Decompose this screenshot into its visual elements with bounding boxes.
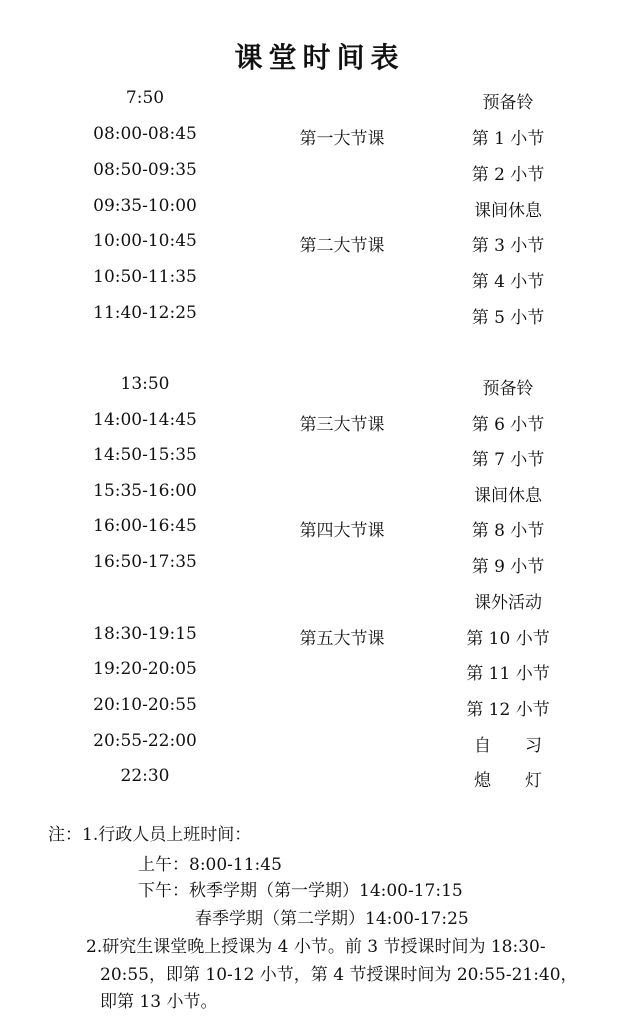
schedule-row	[0, 695, 639, 725]
period-cell: 课外活动	[474, 593, 542, 613]
schedule-row	[0, 766, 639, 796]
period-cell: 第 11 小节	[466, 664, 550, 684]
time-cell: 22:30	[120, 766, 170, 786]
page-title: 课堂时间表	[234, 41, 405, 74]
schedule-row	[0, 124, 639, 154]
schedule-row	[0, 624, 639, 654]
note-line-1: 注：1.行政人员上班时间：	[48, 825, 252, 845]
session-cell: 第四大节课	[299, 521, 385, 541]
session-cell: 第二大节课	[299, 236, 385, 256]
schedule-row	[0, 374, 639, 404]
schedule-row	[0, 267, 639, 297]
time-cell: 08:50-09:35	[93, 160, 197, 180]
period-cell: 第 10 小节	[466, 629, 550, 649]
time-cell: 18:30-19:15	[93, 624, 197, 644]
schedule-row	[0, 731, 639, 761]
time-cell: 09:35-10:00	[93, 196, 197, 216]
schedule-row	[0, 516, 639, 546]
period-cell: 第 2 小节	[471, 165, 545, 185]
schedule-row	[0, 410, 639, 440]
schedule-row	[0, 88, 639, 118]
schedule-row	[0, 231, 639, 261]
schedule-row	[0, 552, 639, 582]
time-cell: 10:50-11:35	[93, 267, 197, 287]
schedule-row	[0, 160, 639, 190]
period-cell: 第 8 小节	[471, 521, 545, 541]
period-cell: 自 习	[474, 736, 542, 756]
schedule-row	[0, 445, 639, 475]
note-line-7: 即第 13 小节。	[100, 992, 218, 1012]
period-cell: 第 12 小节	[466, 700, 550, 720]
period-cell: 第 5 小节	[471, 308, 545, 328]
session-cell: 第一大节课	[299, 129, 385, 149]
schedule-row	[0, 481, 639, 511]
time-cell: 16:00-16:45	[93, 516, 197, 536]
time-cell: 14:50-15:35	[93, 445, 197, 465]
period-cell: 第 9 小节	[471, 557, 545, 577]
period-cell: 第 4 小节	[471, 272, 545, 292]
time-cell: 16:50-17:35	[93, 552, 197, 572]
time-cell: 19:20-20:05	[93, 659, 197, 679]
time-cell: 13:50	[120, 374, 170, 394]
session-cell: 第三大节课	[299, 415, 385, 435]
period-cell: 课间休息	[474, 201, 542, 221]
period-cell: 课间休息	[474, 486, 542, 506]
schedule-row	[0, 588, 639, 618]
time-cell: 7:50	[125, 88, 165, 108]
period-cell: 第 1 小节	[471, 129, 545, 149]
period-cell: 预备铃	[482, 379, 534, 399]
period-cell: 第 3 小节	[471, 236, 545, 256]
time-cell: 15:35-16:00	[93, 481, 197, 501]
time-cell: 10:00-10:45	[93, 231, 197, 251]
time-cell: 14:00-14:45	[93, 410, 197, 430]
time-cell: 11:40-12:25	[93, 303, 197, 323]
note-line-6: 20:55，即第 10-12 小节，第 4 节授课时间为 20:55-21:40，	[100, 965, 578, 985]
note-line-2: 上午：8:00-11:45	[138, 855, 282, 875]
schedule-row	[0, 659, 639, 689]
period-cell: 熄 灯	[474, 771, 542, 791]
time-cell: 20:10-20:55	[93, 695, 197, 715]
period-cell: 第 6 小节	[471, 415, 545, 435]
period-cell: 第 7 小节	[471, 450, 545, 470]
time-cell: 20:55-22:00	[93, 731, 197, 751]
schedule-row	[0, 303, 639, 333]
time-cell: 08:00-08:45	[93, 124, 197, 144]
note-line-4: 春季学期（第二学期）14:00-17:25	[195, 909, 469, 929]
session-cell: 第五大节课	[299, 629, 385, 649]
note-line-5: 2.研究生课堂晚上授课为 4 小节。前 3 节授课时间为 18:30-	[86, 937, 546, 957]
note-line-3: 下午：秋季学期（第一学期）14:00-17:15	[138, 881, 463, 901]
schedule-row	[0, 196, 639, 226]
period-cell: 预备铃	[482, 93, 534, 113]
